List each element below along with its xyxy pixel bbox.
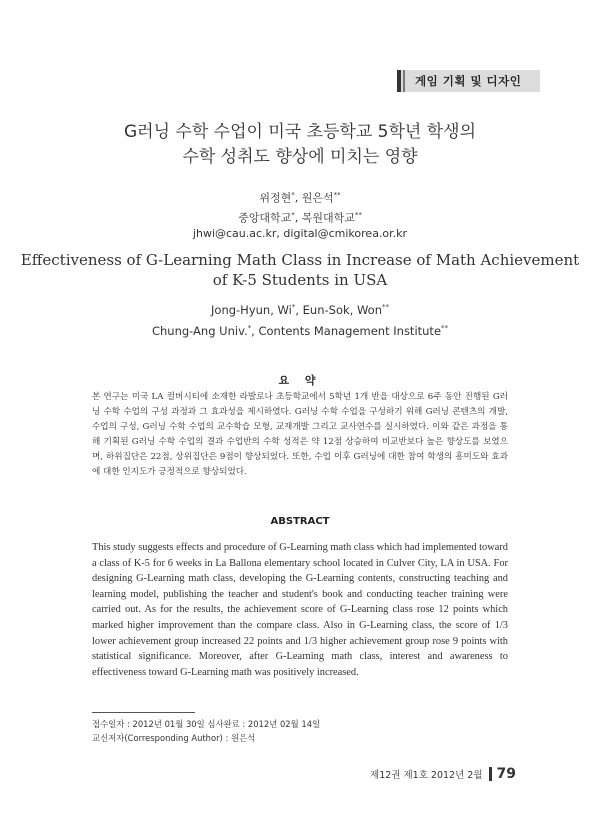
author-email: jhwi@cau.ac.kr, digital@cmikorea.or.kr [192,227,408,241]
footnote-dates: 접수일자 : 2012년 01월 30일 심사완료 : 2012년 02월 14일 [92,719,321,729]
author-affiliations-en: Chung-Ang Univ.*, Contents Management Institute** [151,323,449,338]
title-ko-line-1: G러닝 수학 수업이 미국 초등학교 5학년 학생의 [123,122,476,142]
footnotes [92,717,320,745]
author-names-ko: 위정현*, 원은석** [259,191,341,205]
paper-title-korean [0,120,600,170]
title-ko-line-2: 수학 성취도 향상에 미치는 영향 [182,147,418,167]
author-names-en: Jong-Hyun, Wi*, Eun-Sok, Won** [211,302,389,317]
section-tag-bar-thin [403,70,405,92]
paper-title-english [0,250,600,290]
title-en-line-2: of K-5 Students in USA [212,271,388,289]
abstract-korean-body: 본 연구는 미국 LA 컬버시티에 소재한 라발로나 초등학교에서 5학년 1개 반을 대상으로 6주 동안 진행된 G러닝 수학 수업의 구성 과정과 그 효과성을 제시하였다. G러닝 수학 수업을 구성하기 위해 G러닝 콘텐츠의 개발, 수업의 구성, G러닝 수학 수업의 교수학습 모형, 교재개발 그리고 교사연수를 실시하였다. 이와 같은 과정을 통해 기획된 G러닝 수학 수업의 결과 수업반의 수학 성적은 약 12점 상승하여 비교반보다 높은 향상도를 보였으며, 하위집단은 22점, 상위집단은 9점이 향상되었다. 또한, 수업 이후 G러닝에 대한 참여 학생의 흥미도와 효과에 대한 인지도가 긍정적으로 향상되었다. [92,392,508,477]
section-tag-bar [397,70,401,92]
section-tag [397,70,540,92]
journal-issue: 제12권 제1호 2012년 2월 [370,770,483,781]
abstract-en-heading: ABSTRACT [270,516,330,527]
page-number: 79 [496,766,516,782]
page-footer [370,766,516,782]
authors-english [0,298,600,340]
footnote-divider [92,712,195,713]
author-affiliations-ko: 중앙대학교*, 목원대학교** [238,210,362,225]
section-tag-label: 게임 기획 및 디자인 [415,74,522,88]
footnote-corresponding-author: 교신저자(Corresponding Author) : 원은석 [92,733,256,743]
abstract-ko-heading: 요 약 [278,374,322,387]
authors-korean [0,187,600,242]
footer-separator [489,767,492,781]
abstract-english-body: This study suggests effects and procedure of G-Learning math class which had implemented toward a class of K-5 for 6 weeks in La Ballona elementary school located in Culver City, LA in USA. For designing G-Learning math class, developing the G-Learning contents, constructing teaching and learning model, publishing the teacher and student's book and conducting teacher training were carried out. As for the results, the achievement score of G-Learning class rose 12 points which marked higher improvement than the compare class. Also in G-Learning class, the score of 1/3 lower achievement group increased 22 points and 1/3 higher achievement group rose 9 points with statistical significance. Moreover, after G-Learning math class, interest and awareness to effectiveness toward G-Learning math was positively increased. [92,542,508,678]
title-en-line-1: Effectiveness of G-Learning Math Class in Increase of Math Achievement [20,251,580,269]
